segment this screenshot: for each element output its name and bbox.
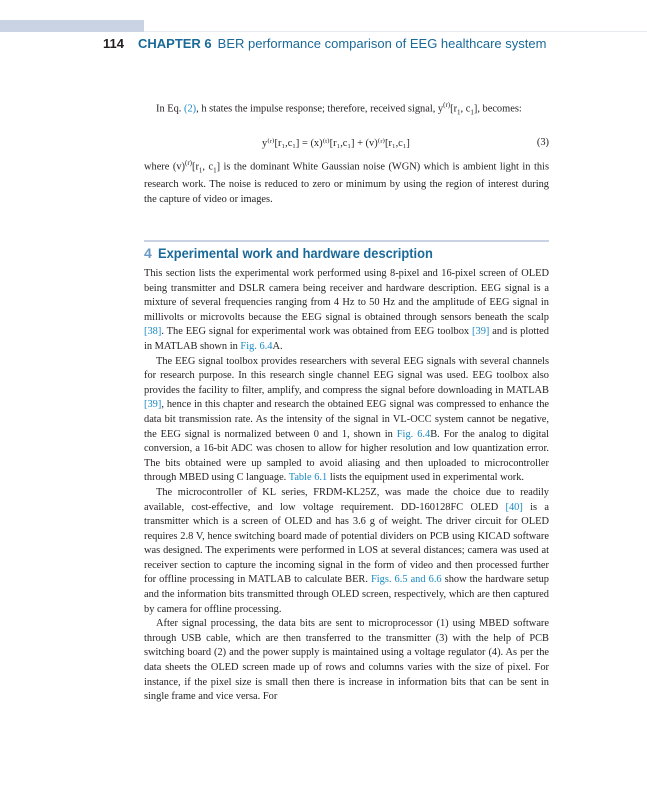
body-paragraph-3: The microcontroller of KL series, FRDM-KL25Z, was made the choice due to readily available, cost-effective, and low voltage requirement. DD-160128FC OLED [40] is a transmitter which is a screen of OLED and has 3.6 g of weight. The driver circuit for OLED requires 2.8 V, hence switching board made of potential dividers on PCB using KICAD software was designed. The experiments were performed in LOS at several distances; camera was used at receiver section to capture the incoming signal in the form of video and then processed further for offline processing in MATLAB to calculate BER. Figs. 6.5 and 6.6 show the hardware setup and the information bits transmitted through OLED screen, respectively, which are then captured by camera for offline processing. [144,486,549,615]
figs-6-5-6-6-link[interactable]: Figs. 6.5 and 6.6 [371,574,442,586]
intro-paragraph-1: In Eq. (2), h states the impulse response; therefore, received signal, $y^{(r)}[r_1$, $c_1$], becomes: [156,101,522,117]
body-paragraph-1: This section lists the experimental work performed using 8-pixel and 16-pixel screen of OLED being transmitter and DSLR camera being receiver and hardware description. EEG signal is a mixture of several frequencies ranging from 4 Hz to 50 Hz and the amplitude of EEG signal in millivolts or microvolts because the EEG signal is obtained through sensors beneath the scalp [38]. The EEG signal for experimental work was obtained from EEG toolbox [39] and is plotted in MATLAB shown in Fig. 6.4A. [144,268,549,352]
header-color-bar [0,20,144,32]
body-paragraph-2: The EEG signal toolbox provides researchers with several EEG signals with several channels for research purpose. In this research single channel EEG signal was used. EEG toolbox also provides the facility to filter, amplify, and compress the signal before downloading in MATLAB [39], hence in this chapter and research the obtained EEG signal was compressed to enhance the data bit transmission rate. As the intensity of the signal in VL-OCC system cannot be negative, the EEG signal is normalized between 0 and 1, shown in Fig. 6.4B. For the analog to digital conversion, a 16-bit ADC was chosen to allow for higher resolution and low quantization error. The bits obtained were up sampled to avoid aliasing and then uploaded to microcontroller through MBED using C language. Table 6.1 lists the equipment used in experimental work. [144,355,549,484]
section-body [144,267,549,705]
ref-39-link[interactable]: [39] [472,326,490,338]
header-rule [144,31,647,32]
ref-40-link[interactable]: [40] [505,501,523,513]
section-title: Experimental work and hardware description [157,245,433,261]
body-paragraph-4: After signal processing, the data bits are sent to microprocessor (1) using MBED software through USB cable, which are then transferred to the transmitter (3) with the help of PCB switching board (2) and the power supply is maintained using a voltage regulator (4). As per the data sheets the OLED screen made up of rows and columns varies with the size of pixel. For instance, if the pixel size is small then there is increase in information bits that can be sent in single frame and vice versa. For [144,618,549,703]
chapter-label: CHAPTER 6 [137,36,212,51]
chapter-title: BER performance comparison of EEG healthcare system [217,36,547,51]
section-number: 4 [144,245,152,261]
section-rule [144,240,549,242]
equation-number: (3) [536,137,549,148]
equation-link[interactable]: (2) [184,103,197,115]
fig-6-4-link[interactable]: Fig. 6.4 [240,340,273,352]
ref-38-link[interactable]: [38] [144,326,162,338]
section-heading [144,245,549,265]
running-header [103,36,546,54]
intro-paragraph-2: where $(v)^{(r)}[r_1$, $c_1$] is the dominant White Gaussian noise (WGN) which is ambient light in this research work. The noise is reduced to zero or minimum by using the region of interest during the capture of video or images. [144,159,549,205]
equation-3 [144,137,549,153]
table-6-1-link[interactable]: Table 6.1 [288,472,328,484]
ref-39-link-2[interactable]: [39] [144,399,162,411]
page-number: 114 [103,36,124,51]
fig-6-4-link-2[interactable]: Fig. 6.4 [396,428,431,440]
equation-expression: y⁽ʳ⁾[r₁,c₁] = (x)⁽ᵗ⁾[r₁,c₁] + (v)⁽ʳ⁾[r₁,c₁] [262,138,410,149]
